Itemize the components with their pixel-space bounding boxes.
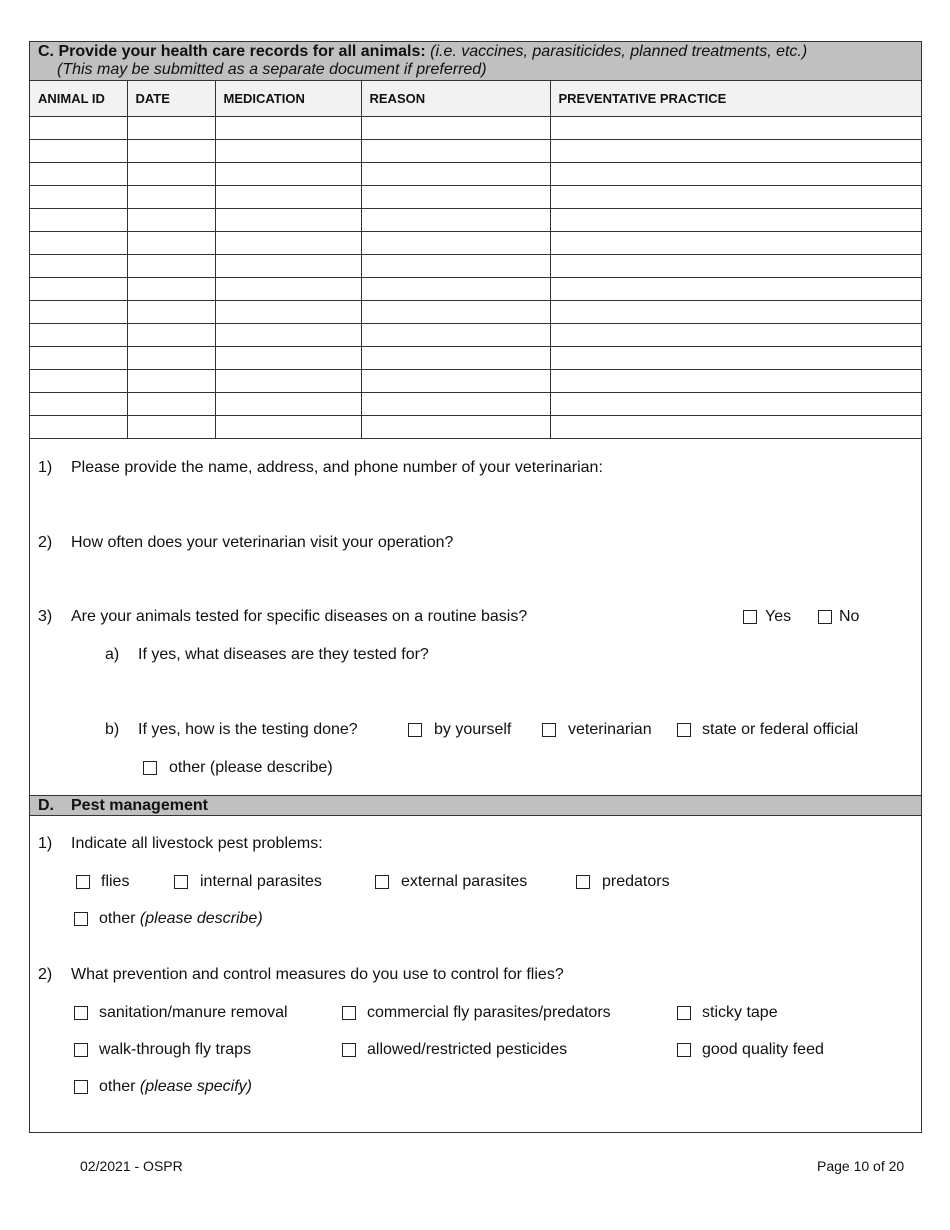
- table-cell[interactable]: [550, 415, 921, 438]
- table-cell[interactable]: [361, 300, 550, 323]
- table-cell[interactable]: [550, 139, 921, 162]
- table-cell[interactable]: [361, 277, 550, 300]
- flies-checkbox[interactable]: [76, 875, 90, 889]
- table-row: [30, 346, 921, 369]
- table-cell[interactable]: [550, 208, 921, 231]
- sanitation-label: sanitation/manure removal: [99, 1004, 288, 1021]
- health-records-body: [30, 116, 921, 438]
- question-diseases-tested: If yes, what diseases are they tested for?: [138, 646, 429, 663]
- table-cell[interactable]: [30, 346, 127, 369]
- table-cell[interactable]: [30, 231, 127, 254]
- table-cell[interactable]: [30, 208, 127, 231]
- table-cell[interactable]: [550, 231, 921, 254]
- state-federal-official-label: state or federal official: [702, 721, 859, 738]
- table-cell[interactable]: [127, 254, 215, 277]
- footer-form-id: 02/2021 - OSPR: [80, 1158, 183, 1174]
- question-1-number: 1): [38, 459, 53, 476]
- question-3a-number: a): [105, 646, 120, 663]
- table-cell[interactable]: [550, 300, 921, 323]
- table-cell[interactable]: [215, 185, 361, 208]
- yes-label: Yes: [765, 608, 792, 625]
- question-pest-problems: Indicate all livestock pest problems:: [71, 835, 323, 852]
- table-cell[interactable]: [30, 185, 127, 208]
- fly-traps-label: walk-through fly traps: [99, 1041, 252, 1058]
- table-row: [30, 392, 921, 415]
- table-row: [30, 323, 921, 346]
- table-cell[interactable]: [550, 346, 921, 369]
- table-cell[interactable]: [127, 300, 215, 323]
- section-c-header: [30, 42, 921, 81]
- column-header-reason: REASON: [361, 81, 550, 116]
- question-veterinarian-visits: How often does your veterinarian visit your operation?: [71, 534, 454, 551]
- fly-parasites-label: commercial fly parasites/predators: [367, 1004, 611, 1021]
- question-fly-control: What prevention and control measures do you use to control for flies?: [71, 966, 564, 983]
- table-cell[interactable]: [550, 392, 921, 415]
- pest-question-2-number: 2): [38, 966, 53, 983]
- column-header-preventative-practice: PREVENTATIVE PRACTICE: [550, 81, 921, 116]
- table-row: [30, 185, 921, 208]
- table-cell[interactable]: [30, 415, 127, 438]
- quality-feed-checkbox[interactable]: [677, 1043, 691, 1057]
- veterinarian-checkbox[interactable]: [542, 723, 556, 737]
- table-cell[interactable]: [361, 369, 550, 392]
- table-cell[interactable]: [215, 254, 361, 277]
- table-row: [30, 139, 921, 162]
- table-cell[interactable]: [30, 369, 127, 392]
- table-cell[interactable]: [361, 415, 550, 438]
- table-cell[interactable]: [127, 139, 215, 162]
- question-2-number: 2): [38, 534, 53, 551]
- table-row: [30, 116, 921, 139]
- question-testing-method: If yes, how is the testing done?: [138, 721, 358, 738]
- table-cell[interactable]: [550, 162, 921, 185]
- table-cell[interactable]: [30, 116, 127, 139]
- pesticides-checkbox[interactable]: [342, 1043, 356, 1057]
- table-cell[interactable]: [127, 277, 215, 300]
- table-cell[interactable]: [215, 139, 361, 162]
- table-cell[interactable]: [127, 369, 215, 392]
- table-cell[interactable]: [361, 323, 550, 346]
- health-records-table: [30, 81, 921, 439]
- section-d-letter: D.: [38, 797, 54, 814]
- table-row: [30, 415, 921, 438]
- no-label: No: [839, 608, 860, 625]
- table-cell[interactable]: [215, 277, 361, 300]
- fly-traps-checkbox[interactable]: [74, 1043, 88, 1057]
- column-header-medication: MEDICATION: [215, 81, 361, 116]
- table-row: [30, 254, 921, 277]
- other-pest-note: (please describe): [139, 910, 263, 927]
- sanitation-checkbox[interactable]: [74, 1006, 88, 1020]
- by-yourself-label: by yourself: [434, 721, 512, 738]
- table-cell[interactable]: [550, 277, 921, 300]
- other-fly-control-note: (please specify): [139, 1078, 252, 1095]
- table-cell[interactable]: [127, 392, 215, 415]
- table-cell[interactable]: [215, 369, 361, 392]
- external-parasites-checkbox[interactable]: [375, 875, 389, 889]
- internal-parasites-checkbox[interactable]: [174, 875, 188, 889]
- footer-page-number: Page 10 of 20: [817, 1158, 905, 1174]
- table-cell[interactable]: [361, 116, 550, 139]
- table-cell[interactable]: [215, 323, 361, 346]
- column-header-animal-id: ANIMAL ID: [30, 81, 127, 116]
- table-cell[interactable]: [127, 415, 215, 438]
- table-cell[interactable]: [215, 231, 361, 254]
- quality-feed-label: good quality feed: [702, 1041, 824, 1058]
- table-cell[interactable]: [215, 208, 361, 231]
- table-row: [30, 162, 921, 185]
- table-cell[interactable]: [30, 300, 127, 323]
- predators-label: predators: [602, 873, 670, 890]
- table-cell[interactable]: [127, 231, 215, 254]
- pest-question-1-number: 1): [38, 835, 53, 852]
- question-disease-testing: Are your animals tested for specific diseases on a routine basis?: [71, 608, 528, 625]
- table-cell[interactable]: [361, 208, 550, 231]
- table-cell[interactable]: [550, 323, 921, 346]
- table-row: [30, 277, 921, 300]
- table-cell[interactable]: [550, 116, 921, 139]
- table-cell[interactable]: [215, 162, 361, 185]
- sticky-tape-label: sticky tape: [702, 1004, 778, 1021]
- other-pest-checkbox[interactable]: [74, 912, 88, 926]
- fly-parasites-checkbox[interactable]: [342, 1006, 356, 1020]
- table-cell[interactable]: [127, 323, 215, 346]
- table-cell[interactable]: [30, 254, 127, 277]
- table-cell[interactable]: [215, 415, 361, 438]
- table-cell[interactable]: [361, 185, 550, 208]
- table-cell[interactable]: [361, 231, 550, 254]
- section-d-title: Pest management: [71, 797, 208, 814]
- pesticides-label: allowed/restricted pesticides: [367, 1041, 568, 1058]
- section-d-header: [30, 795, 921, 816]
- table-cell[interactable]: [127, 185, 215, 208]
- question-veterinarian-contact: Please provide the name, address, and phone number of your veterinarian:: [71, 459, 603, 476]
- flies-label: flies: [101, 873, 130, 890]
- table-cell[interactable]: [127, 346, 215, 369]
- table-cell[interactable]: [361, 162, 550, 185]
- other-fly-control-label: [99, 1078, 252, 1096]
- other-testing-checkbox[interactable]: [143, 761, 157, 775]
- by-yourself-checkbox[interactable]: [408, 723, 422, 737]
- table-cell[interactable]: [361, 392, 550, 415]
- other-fly-control-text: other: [99, 1078, 136, 1095]
- table-cell[interactable]: [215, 346, 361, 369]
- state-federal-official-checkbox[interactable]: [677, 723, 691, 737]
- veterinarian-label: veterinarian: [568, 721, 652, 738]
- table-cell[interactable]: [361, 139, 550, 162]
- section-c-title-note: (i.e. vaccines, parasiticides, planned treatments, etc.): [430, 43, 808, 60]
- other-fly-control-checkbox[interactable]: [74, 1080, 88, 1094]
- table-row: [30, 300, 921, 323]
- table-cell[interactable]: [215, 116, 361, 139]
- section-c-subtitle: (This may be submitted as a separate document if preferred): [57, 61, 487, 78]
- table-cell[interactable]: [30, 392, 127, 415]
- predators-checkbox[interactable]: [576, 875, 590, 889]
- table-cell[interactable]: [550, 185, 921, 208]
- section-c-title: C. Provide your health care records for all animals:: [38, 43, 426, 60]
- sticky-tape-checkbox[interactable]: [677, 1006, 691, 1020]
- table-cell[interactable]: [550, 254, 921, 277]
- question-3b-number: b): [105, 721, 120, 738]
- table-cell[interactable]: [361, 346, 550, 369]
- table-cell[interactable]: [30, 162, 127, 185]
- column-header-date: DATE: [127, 81, 215, 116]
- other-pest-label: [99, 910, 263, 928]
- table-cell[interactable]: [30, 277, 127, 300]
- table-cell[interactable]: [30, 139, 127, 162]
- no-checkbox[interactable]: [818, 610, 832, 624]
- table-row: [30, 208, 921, 231]
- table-cell[interactable]: [215, 392, 361, 415]
- table-cell[interactable]: [30, 323, 127, 346]
- other-testing-label: other (please describe): [169, 759, 333, 776]
- table-cell[interactable]: [127, 162, 215, 185]
- table-cell[interactable]: [361, 254, 550, 277]
- table-row: [30, 231, 921, 254]
- question-3-number: 3): [38, 608, 53, 625]
- external-parasites-label: external parasites: [401, 873, 528, 890]
- table-cell[interactable]: [127, 116, 215, 139]
- table-cell[interactable]: [127, 208, 215, 231]
- internal-parasites-label: internal parasites: [200, 873, 322, 890]
- yes-checkbox[interactable]: [743, 610, 757, 624]
- table-cell[interactable]: [550, 369, 921, 392]
- form-frame: [29, 41, 922, 1133]
- table-row: [30, 369, 921, 392]
- other-pest-text: other: [99, 910, 136, 927]
- table-header-row: [30, 81, 921, 116]
- table-cell[interactable]: [215, 300, 361, 323]
